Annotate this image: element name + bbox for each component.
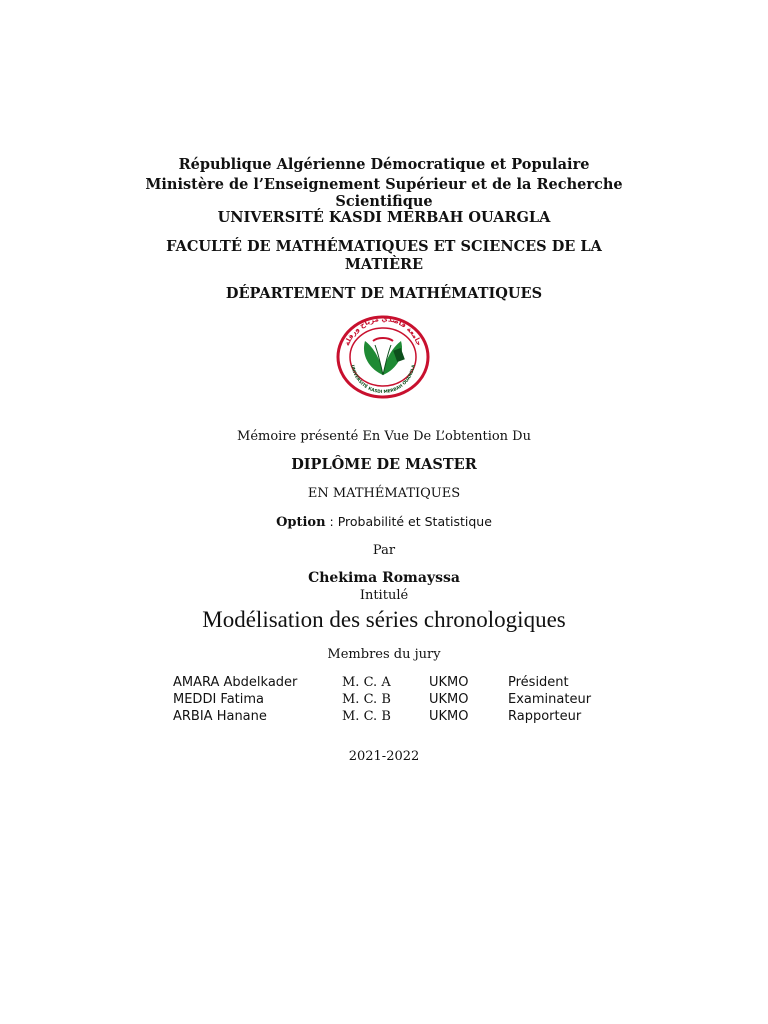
jury-institution: UKMO	[429, 692, 469, 707]
logo-inner-ring	[350, 328, 416, 386]
jury-name: MEDDI Fatima	[173, 692, 265, 707]
jury-grade: M. C. B	[342, 692, 391, 707]
thesis-title: Modélisation des séries chronologiques	[202, 607, 566, 632]
university-name: UNIVERSITÉ KASDI MERBAH OUARGLA	[217, 209, 551, 226]
author-name: Chekima Romayssa	[308, 570, 460, 586]
jury-table	[0, 675, 768, 735]
option-value: : Probabilité et Statistique	[325, 514, 492, 529]
jury-grade: M. C. B	[342, 709, 391, 724]
jury-role: Examinateur	[508, 692, 592, 707]
ministry-title-line2: Scientifique	[335, 193, 433, 210]
logo-arabic-text: جامعة قاصدي مرباح ورقلة	[342, 315, 424, 347]
field-of-study: EN MATHÉMATIQUES	[307, 486, 461, 501]
by-label: Par	[372, 543, 396, 558]
jury-institution: UKMO	[429, 675, 469, 690]
republic-title: République Algérienne Démocratique et Populaire	[178, 156, 590, 173]
jury-role: Président	[508, 675, 569, 690]
jury-grade: M. C. A	[342, 675, 391, 690]
faculty-name-line2: MATIÈRE	[344, 256, 424, 273]
jury-name: ARBIA Hanane	[173, 709, 267, 724]
logo-latin-text: UNIVERSITÉ KASDI MERBAH OUARGLA	[349, 364, 417, 396]
university-logo	[333, 315, 433, 399]
titled-label: Intitulé	[359, 588, 409, 603]
jury-institution: UKMO	[429, 709, 469, 724]
jury-name: AMARA Abdelkader	[173, 675, 298, 690]
option-line	[0, 514, 768, 530]
department-name: DÉPARTEMENT DE MATHÉMATIQUES	[225, 285, 543, 302]
jury-heading: Membres du jury	[327, 647, 441, 662]
memoire-intro: Mémoire présenté En Vue De L’obtention Du	[237, 429, 531, 444]
jury-role: Rapporteur	[508, 709, 582, 724]
option-label: Option	[276, 515, 326, 530]
diploma-title: DIPLÔME DE MASTER	[291, 456, 477, 473]
ministry-title-line1: Ministère de l’Enseignement Supérieur et de la Recherche	[145, 176, 623, 193]
academic-year: 2021-2022	[348, 749, 420, 764]
faculty-name-line1: FACULTÉ DE MATHÉMATIQUES ET SCIENCES DE LA	[166, 238, 602, 255]
